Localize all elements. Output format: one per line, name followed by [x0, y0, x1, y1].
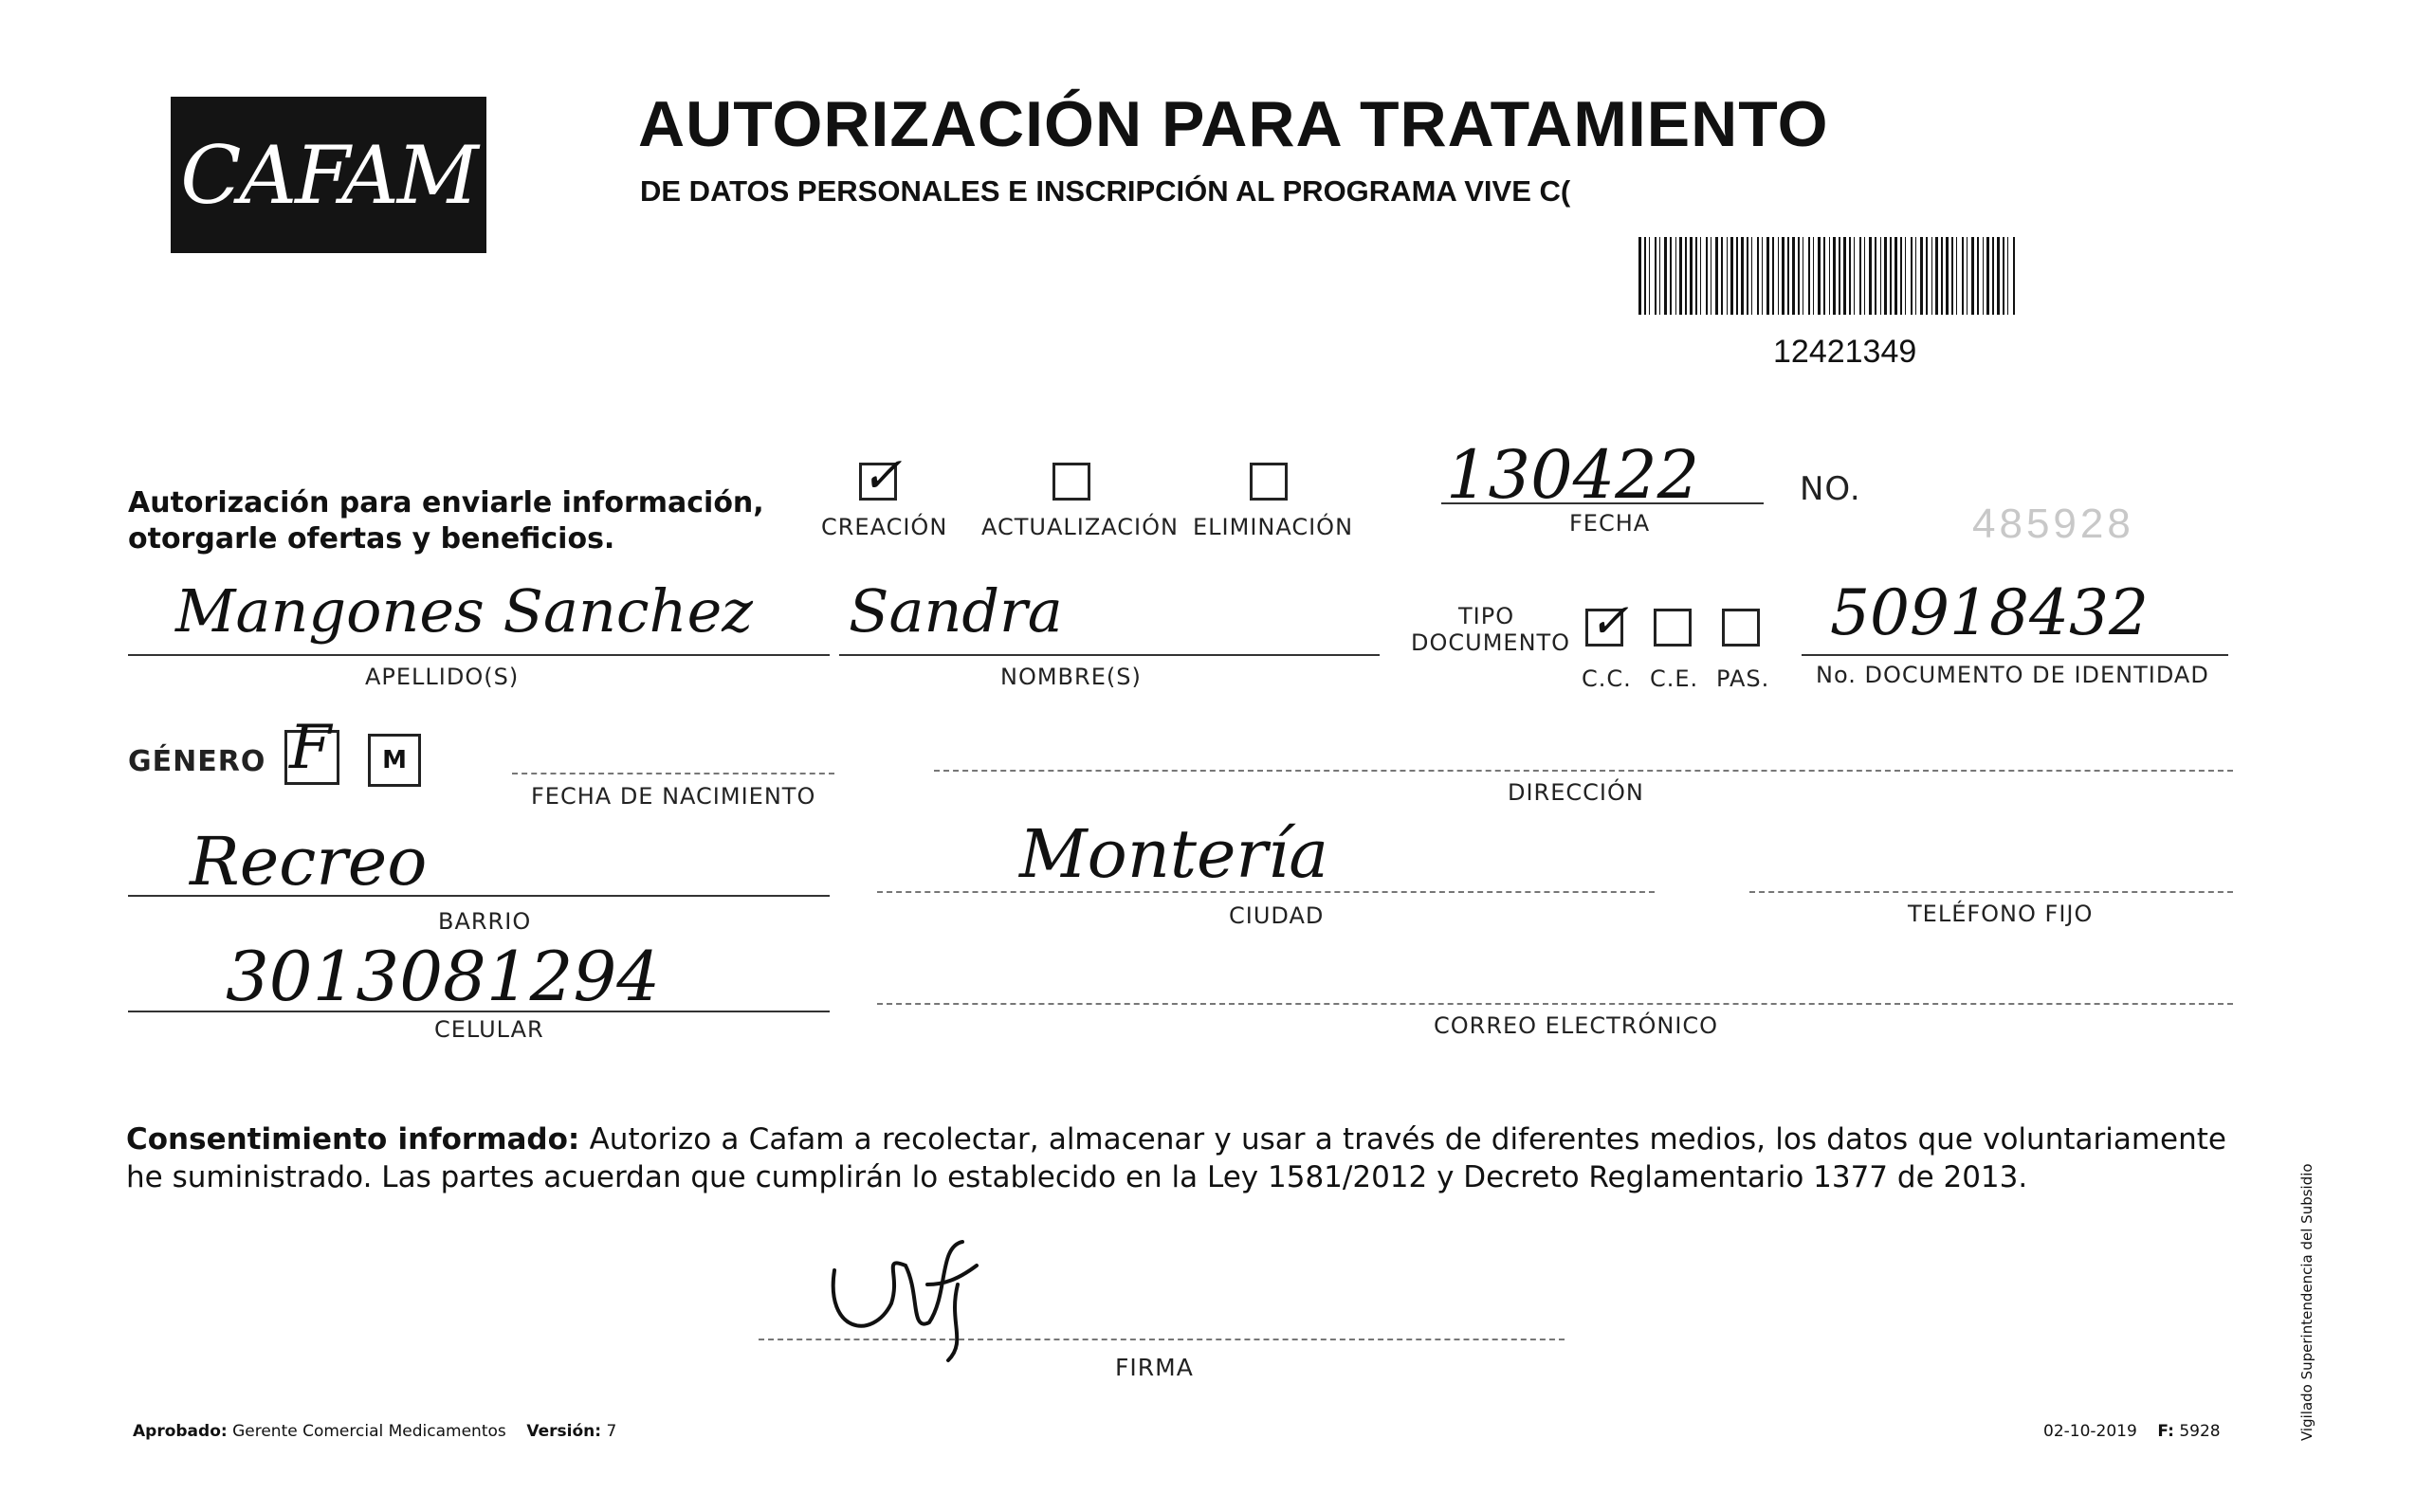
barcode-bar	[1859, 237, 1861, 315]
gender-m-label: M	[382, 746, 407, 774]
barcode-bar	[1747, 237, 1748, 315]
barcode-bar	[1787, 237, 1789, 315]
barcode-bar	[1977, 237, 1979, 315]
barcode-bar	[1920, 237, 1923, 315]
barrio-line	[128, 895, 830, 897]
celular-line	[128, 1011, 830, 1012]
barcode-bar	[1700, 237, 1701, 315]
barcode-bar	[1695, 237, 1697, 315]
apellidos-value: Mangones Sanchez	[175, 576, 753, 646]
barcode-number: 12421349	[1773, 334, 1917, 370]
barcode-bar	[1721, 237, 1723, 315]
barcode-bar	[1706, 237, 1708, 315]
barcode-bar	[1864, 237, 1865, 315]
barcode-bar	[2007, 237, 2008, 315]
fecha-line	[1441, 502, 1764, 504]
authorization-line-1: Autorización para enviarle información,	[128, 486, 764, 519]
barcode-bar	[1649, 237, 1650, 315]
barcode-bar	[2003, 237, 2004, 315]
signature-scribble	[815, 1228, 1015, 1370]
consent-paragraph	[126, 1120, 2226, 1196]
barcode-bar	[1798, 237, 1800, 315]
tipo-label: TIPO	[1458, 603, 1515, 629]
celular-label: CELULAR	[434, 1016, 544, 1043]
authorization-text	[128, 485, 764, 557]
form-label: F:	[2157, 1422, 2174, 1441]
barcode-bar	[1875, 237, 1876, 315]
logo-text: CAFAM	[180, 128, 477, 222]
genero-label: GÉNERO	[128, 745, 266, 778]
eliminacion-label: ELIMINACIÓN	[1193, 514, 1354, 540]
barrio-label: BARRIO	[438, 908, 532, 935]
barcode-bar	[1762, 237, 1763, 315]
barcode-bar	[1751, 237, 1752, 315]
footer-date: 02-10-2019	[2043, 1422, 2137, 1441]
ce-label: C.E.	[1650, 665, 1699, 692]
barcode-bar	[1772, 237, 1774, 315]
barcode-bar	[1766, 237, 1769, 315]
barcode-bar	[1890, 237, 1892, 315]
barcode-bar	[1679, 237, 1682, 315]
doc-number-label: No. DOCUMENTO DE IDENTIDAD	[1816, 662, 2209, 688]
email-label: CORREO ELECTRÓNICO	[1434, 1012, 1719, 1039]
nombres-line	[839, 654, 1380, 656]
barcode-bar	[1849, 237, 1851, 315]
barcode-bar	[1951, 237, 1953, 315]
consent-text: Autorizo a Cafam a recolectar, almacenar y usar a través de diferentes medios, los datos que voluntariamente he suministrado. Las partes acuerdan que cumplirán lo establecido en la Ley 1581/2012 y Decreto Reglamentario 1377 de 2013.	[126, 1122, 2226, 1194]
barcode-bar	[1808, 237, 1810, 315]
telefono-label: TELÉFONO FIJO	[1908, 901, 2094, 927]
barcode-bar	[1778, 237, 1779, 315]
form-subtitle: DE DATOS PERSONALES E INSCRIPCIÓN AL PROGRAMA VIVE C(	[640, 174, 1571, 208]
ciudad-label: CIUDAD	[1229, 902, 1325, 929]
barcode-bar	[1946, 237, 1949, 315]
gender-m-checkbox[interactable]	[368, 734, 421, 787]
barcode-bar	[1911, 237, 1913, 315]
email-line	[877, 1003, 2233, 1005]
barcode-bar	[1854, 237, 1855, 315]
barcode-bar	[1941, 237, 1943, 315]
direccion-label: DIRECCIÓN	[1508, 779, 1644, 806]
apellidos-line	[128, 654, 830, 656]
barcode-bar	[1839, 237, 1840, 315]
barcode-bar	[1992, 237, 1994, 315]
barcode-bar	[1997, 237, 2000, 315]
barcode-bar	[1843, 237, 1846, 315]
barcode-bar	[1833, 237, 1836, 315]
barcode-bar	[1962, 237, 1964, 315]
barrio-value: Recreo	[190, 823, 428, 901]
ciudad-value: Montería	[1019, 815, 1329, 893]
barcode-bar	[1818, 237, 1821, 315]
barcode-bar	[1983, 237, 1984, 315]
firma-label: FIRMA	[1115, 1354, 1194, 1381]
footer-approved	[133, 1422, 616, 1441]
barcode-bar	[1659, 237, 1660, 315]
barcode-bar	[1670, 237, 1672, 315]
apellidos-label: APELLIDO(S)	[365, 664, 520, 690]
fecha-value: 130422	[1446, 436, 1700, 514]
documento-label: DOCUMENTO	[1411, 629, 1571, 656]
ciudad-line	[877, 891, 1655, 893]
barcode-bar	[1736, 237, 1738, 315]
barcode-bar	[1956, 237, 1957, 315]
pas-checkbox[interactable]	[1722, 609, 1760, 647]
nombres-value: Sandra	[849, 576, 1063, 646]
barcode-bar	[1905, 237, 1906, 315]
creacion-label: CREACIÓN	[821, 514, 948, 540]
barcode-bar	[1900, 237, 1902, 315]
actualizacion-label: ACTUALIZACIÓN	[981, 514, 1179, 540]
barcode-bar	[1638, 237, 1641, 315]
barcode-bar	[1730, 237, 1733, 315]
celular-value: 3013081294	[226, 937, 661, 1016]
barcode-bar	[2013, 237, 2015, 315]
footer-date-form	[2043, 1422, 2221, 1441]
barcode-bar	[1884, 237, 1887, 315]
fecha-nacimiento-label: FECHA DE NACIMIENTO	[531, 783, 816, 810]
nombres-label: NOMBRE(S)	[1000, 664, 1142, 690]
doc-number-value: 50918432	[1830, 576, 2149, 649]
side-vertical-text: Vigilado Superintendencia del Subsidio	[2298, 1163, 2315, 1441]
no-label: NO.	[1800, 470, 1861, 508]
barcode-bar	[1664, 237, 1667, 315]
pas-label: PAS.	[1716, 665, 1770, 692]
barcode-bar	[1894, 237, 1897, 315]
barcode-bar	[1792, 237, 1795, 315]
barcode-bar	[1782, 237, 1785, 315]
fecha-label: FECHA	[1569, 510, 1651, 537]
barcode-bar	[1757, 237, 1759, 315]
consent-heading: Consentimiento informado:	[126, 1122, 580, 1157]
gender-f-mark: F	[289, 713, 332, 783]
barcode-bar	[1727, 237, 1728, 315]
form-title: AUTORIZACIÓN PARA TRATAMIENTO	[638, 88, 1829, 160]
barcode-bar	[1915, 237, 1916, 315]
barcode-bar	[1926, 237, 1928, 315]
authorization-line-2: otorgarle ofertas y beneficios.	[128, 522, 615, 556]
barcode	[1638, 237, 2022, 315]
eliminacion-checkbox[interactable]	[1250, 463, 1288, 501]
barcode-bar	[1675, 237, 1676, 315]
signature-line	[759, 1339, 1565, 1340]
version-label: Versión:	[526, 1422, 602, 1441]
ce-checkbox[interactable]	[1654, 609, 1692, 647]
barcode-bar	[1690, 237, 1693, 315]
barcode-bar	[1880, 237, 1881, 315]
telefono-line	[1749, 891, 2233, 893]
barcode-bar	[1685, 237, 1687, 315]
no-value: 485928	[1972, 501, 2134, 547]
barcode-bar	[1823, 237, 1825, 315]
barcode-bar	[1644, 237, 1646, 315]
actualizacion-checkbox[interactable]	[1052, 463, 1090, 501]
barcode-bar	[1829, 237, 1830, 315]
barcode-bar	[1986, 237, 1989, 315]
form-value: 5928	[2179, 1422, 2221, 1441]
creacion-check-mark: ✓	[861, 447, 903, 504]
cc-label: C.C.	[1582, 665, 1632, 692]
cafam-logo	[171, 97, 486, 253]
barcode-bar	[1655, 237, 1656, 315]
version-value: 7	[606, 1422, 617, 1441]
approved-label: Aprobado:	[133, 1422, 228, 1441]
barcode-bar	[1971, 237, 1974, 315]
barcode-bar	[1741, 237, 1744, 315]
barcode-bar	[1715, 237, 1718, 315]
doc-number-line	[1802, 654, 2228, 656]
barcode-bar	[1931, 237, 1932, 315]
barcode-bar	[1967, 237, 1968, 315]
fecha-nacimiento-line	[512, 773, 834, 774]
barcode-bar	[1935, 237, 1938, 315]
cc-check-mark: ✓	[1589, 593, 1629, 648]
direccion-line	[934, 770, 2233, 772]
approved-value: Gerente Comercial Medicamentos	[232, 1422, 506, 1441]
barcode-bar	[1813, 237, 1814, 315]
barcode-bar	[1869, 237, 1872, 315]
